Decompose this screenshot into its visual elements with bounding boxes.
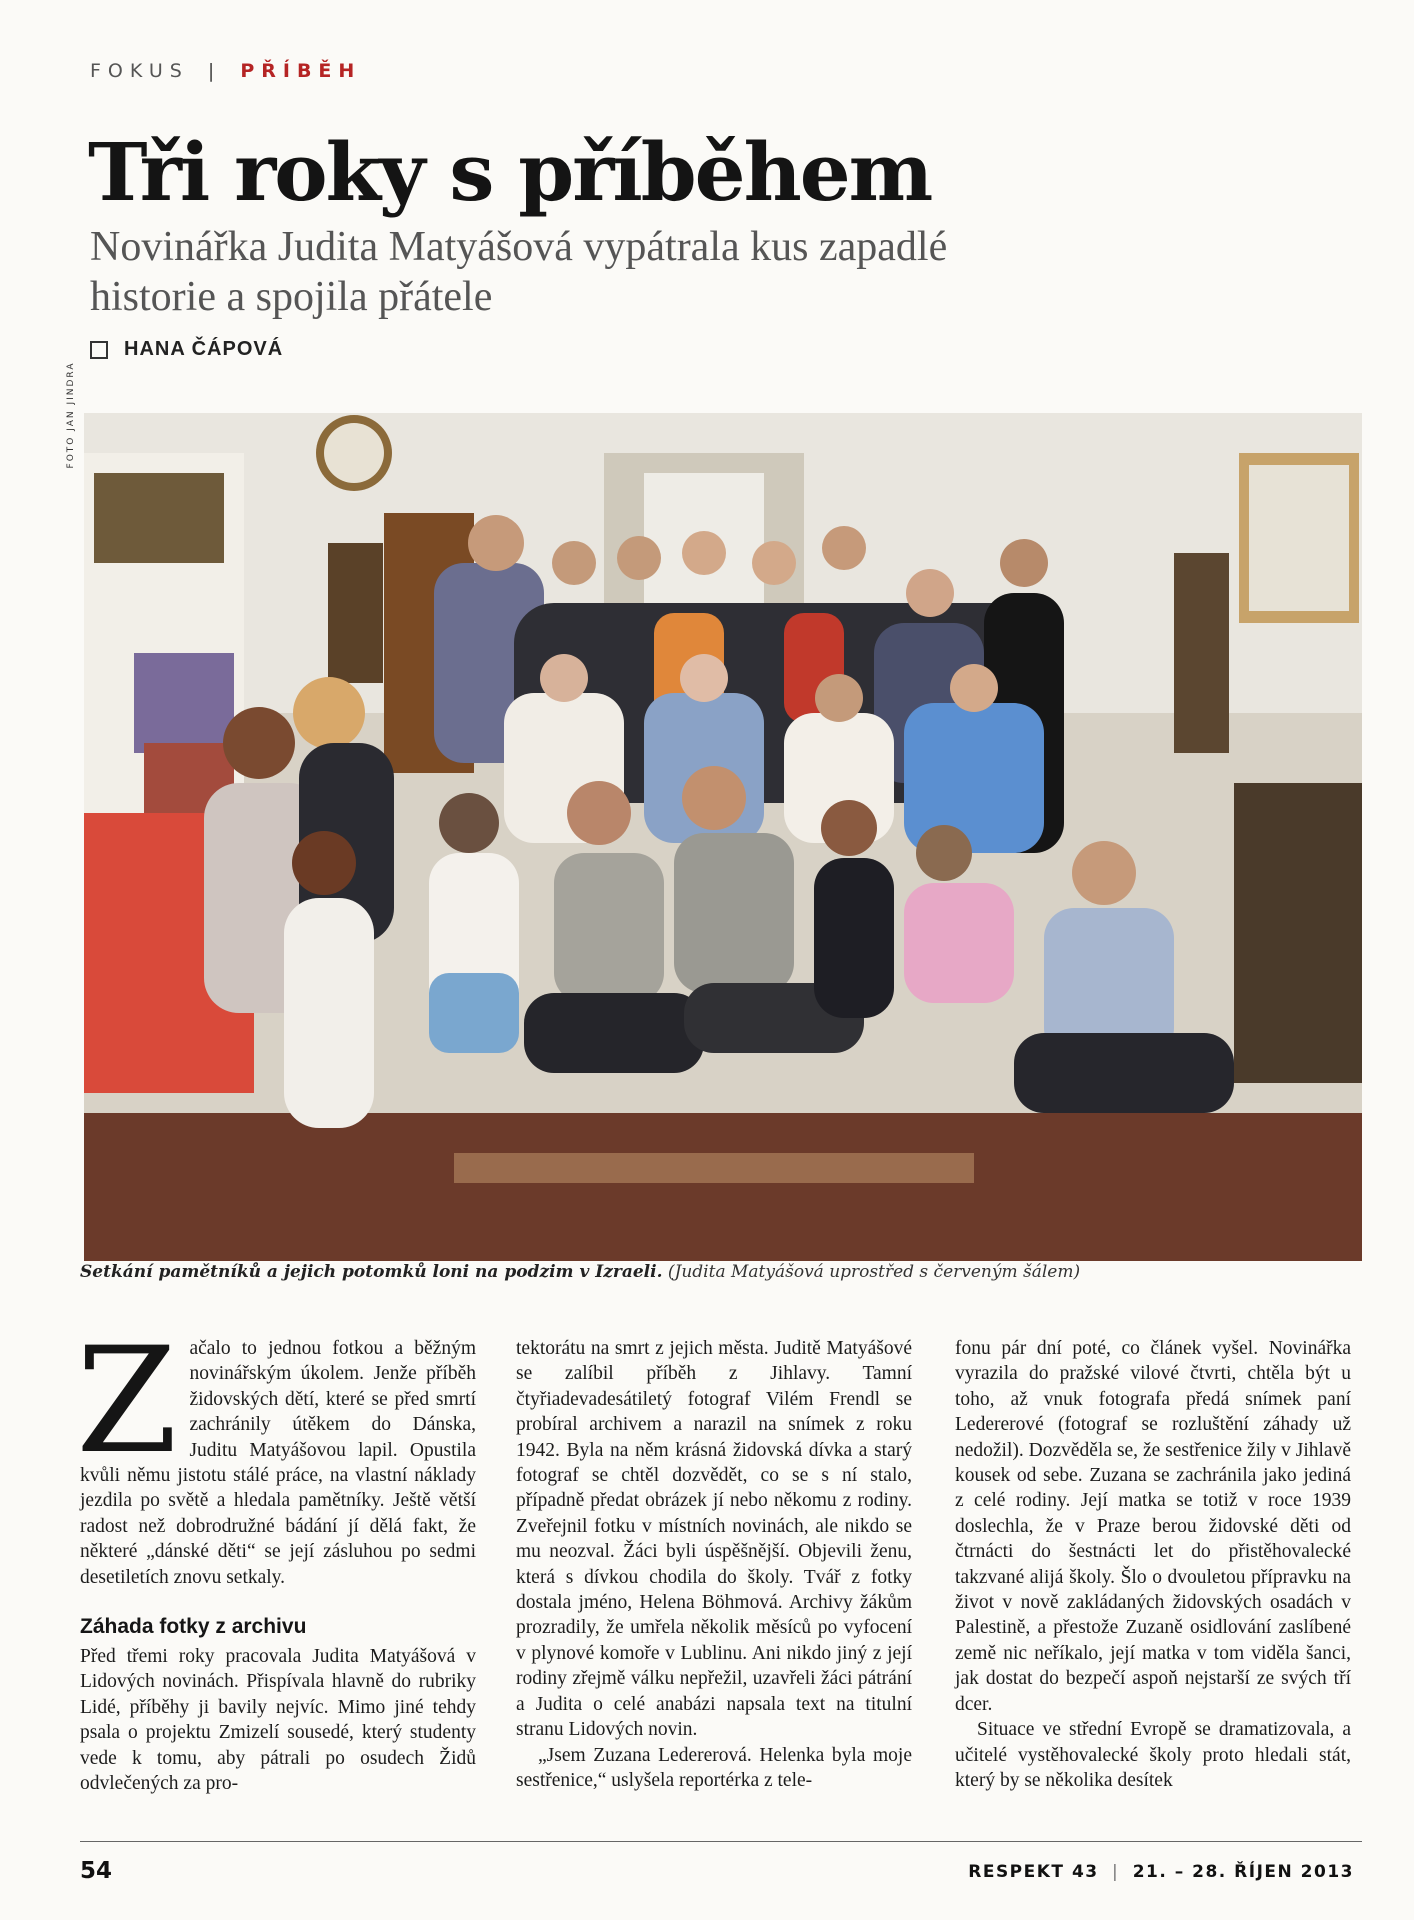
- footer-separator: |: [1112, 1862, 1120, 1882]
- magazine-name: RESPEKT 43: [968, 1862, 1099, 1882]
- group-photo-illustration: [84, 413, 1362, 1261]
- footer-rule: [80, 1841, 1362, 1842]
- article-subtitle: Novinářka Judita Matyášová vypátrala kus zapadlé historie a spojila přátele: [90, 224, 948, 320]
- paragraph: Před třemi roky pracovala Judita Matyášová v Lidových novinách. Přispívala hlavně do rubriky Lidé, příběhy ji bavily nejvíc. Mimo jiné tehdy psala o projektu Zmizelí sousedé, který studenty vede k tomu, aby pátrali po osudech Židů odvlečených za pro-: [80, 1646, 476, 1795]
- paragraph: tektorátu na smrt z jejich města. Juditě Matyášové se zalíbil příběh z Jihlavy. Tamní čtyřiadevadesátiletý fotograf Vilém Frendl se probíral archivem a narazil na snímek z roku 1942. Byla na něm krásná židovská dívka a starý fotograf se chtěl dozvědět, co se s ní stalo, případně předat obrázek jí nebo někomu z rodiny. Zveřejnil fotku v místních novinách, ale nikdo se mu neozval. Žáci byli úspěšnější. Objevili ženu, která s dívkou chodila do školy. Tvář z fotky dostala jméno, Helena Böhmová. Archivy žákům prozradily, že umřela několik měsíců po vyfocení v plynové komoře v Lublinu. Ani nikdo jiný z její rodiny zřejmě válku nepřežil, uzavřeli žáci pátrání a Judita o celé anabázi napsala text na titulní stranu Lidových novin.: [516, 1338, 912, 1741]
- section-name: FOKUS: [90, 60, 189, 82]
- subsection-name: PŘÍBĚH: [240, 60, 362, 82]
- kicker-separator: |: [207, 60, 222, 82]
- drop-cap: Z: [76, 1316, 178, 1486]
- byline-square-icon: [90, 341, 108, 359]
- article-column-1: [76, 1316, 476, 1797]
- issue-date: 21. – 28. ŘÍJEN 2013: [1132, 1862, 1354, 1882]
- intro-paragraph: ačalo to jednou fotkou a běžným novinářským úkolem. Jenže příběh židovských dětí, které se před smrtí zachránily útěkem do Dánska, Juditu Matyášovou lapil. Opustila kvůli němu jistotu stálé práce, na vlastní náklady jezdila po světě a hledala pamětníky. Ještě větší radost než dobrodružné bádání jí dělá fakt, že některé „dánské děti“ se její zásluhou po sedmi desetiletích znovu setkaly.: [80, 1338, 476, 1588]
- page-number: 54: [80, 1858, 113, 1884]
- photo-credit: FOTO JAN JINDRA: [66, 361, 76, 469]
- issue-info: [968, 1862, 1354, 1882]
- caption-note: (Judita Matyášová uprostřed s červeným šálem): [667, 1262, 1081, 1282]
- section-kicker: [90, 60, 361, 82]
- caption-main: Setkání pamětníků a jejich potomků loni na podzim v Izraeli.: [80, 1262, 663, 1282]
- author-name: HANA ČÁPOVÁ: [124, 338, 284, 360]
- author-byline: [90, 338, 283, 361]
- article-column-2: [516, 1336, 912, 1793]
- section-heading: Záhada fotky z archivu: [80, 1615, 307, 1639]
- group-photo: [84, 413, 1362, 1261]
- photo-caption: [80, 1262, 1360, 1282]
- paragraph: „Jsem Zuzana Ledererová. Helenka byla moje sestřenice,“ uslyšela reportérka z tele-: [516, 1744, 912, 1791]
- paragraph: Situace ve střední Evropě se dramatizovala, a učitelé vystěhovalecké školy proto hledali stát, který by se několika desítek: [955, 1719, 1351, 1791]
- article-title: Tři roky s příběhem: [88, 125, 932, 219]
- paragraph: fonu pár dní poté, co článek vyšel. Novinářka vyrazila do pražské vilové čtvrti, chtěla být u toho, až vnuk fotografa předá snímek paní Ledererové (fotograf se rozluštění záhady už nedožil). Dozvěděla se, že sestřenice žily v Jihlavě kousek od sebe. Zuzana se zachránila jako jediná z celé rodiny. Její matka se totiž v roce 1939 doslechla, že v Praze berou židovské děti od čtrnácti do šestnácti let do přistěhovalecké takzvané alijá školy. Šlo o dvouletou přípravku na život v nově zakládaných židovských osadách v Palestině, a přestože Zuzaně osidlování zaslíbené země nic neříkalo, její matka v tom viděla šanci, jak dostat do bezpečí aspoň nejstarší ze svých tří dcer.: [955, 1338, 1351, 1715]
- article-column-3: [955, 1336, 1351, 1793]
